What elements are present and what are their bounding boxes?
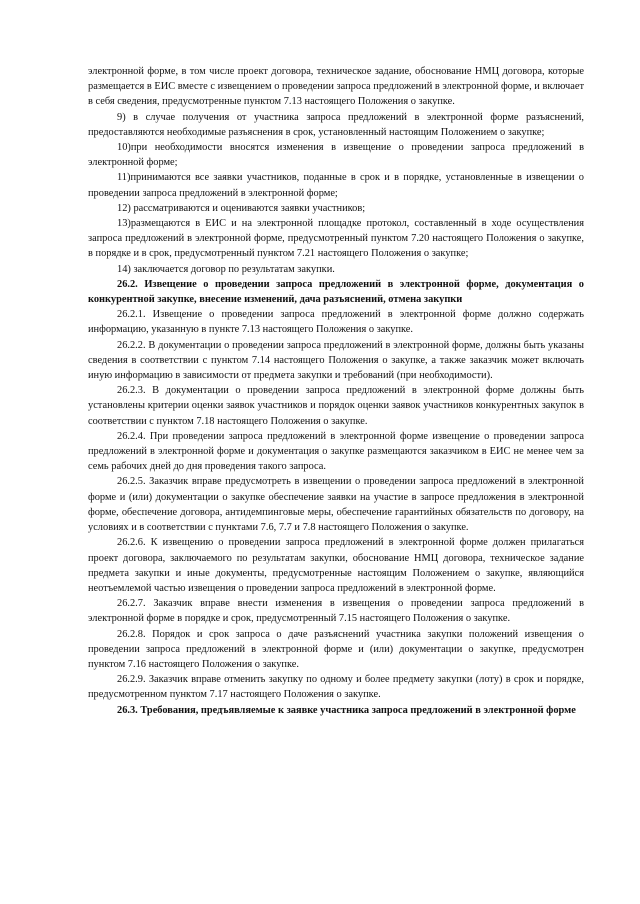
section-heading-26-2: 26.2. Извещение о проведении запроса предложений в электронной форме, документация о конкурентной закупке, внесение изменений, дача разъяснений, отмена закупки (88, 278, 584, 306)
section-heading-26-3: 26.3. Требования, предъявляемые к заявке участника запроса предложений в электронной форме (117, 704, 576, 716)
list-item-13: 13)размещаются в ЕИС и на электронной площадке протокол, составленный в ходе осуществления запроса предложений в электронной форме, предусмотренный пунктом 7.20 настоящего Положения о закупке, в порядке и в срок, предусмотренный пунктом 7.21 настоящего Положения о закупке; (88, 218, 584, 260)
clause-26-2-6: 26.2.6. К извещению о проведении запроса предложений в электронной форме должен прилагаться проект договора, заключаемого по результатам закупки, обоснование НМЦ договора, техническое задание предмета закупки и иные документы, предусмотренные настоящим Положением о закупке, являющийся неотъемлемой частью извещения о проведении запроса предложений в электронной форме. (88, 537, 584, 594)
list-item-11: 11)принимаются все заявки участников, поданные в срок и в порядке, установленные в извещении о проведении запроса предложений в электронной форме; (88, 172, 584, 199)
paragraph-continuation: электронной форме, в том числе проект договора, техническое задание, обоснование НМЦ договора, которые размещается в ЕИС вместе с извещением о проведении запроса предложений в электронной форме, и включает в себя сведения, предусмотренные пунктом 7.13 настоящего Положения о закупке. (88, 66, 584, 108)
clause-26-2-8: 26.2.8. Порядок и срок запроса о даче разъяснений участника закупки положений извещения о проведении запроса предложений в электронной форме и (или) документации о закупке, предусмотрен пунктом 7.16 настоящего Положения о закупке. (88, 628, 584, 670)
document-page (88, 64, 584, 718)
list-item-10: 10)при необходимости вносятся изменения в извещение о проведении запроса предложений в электронной форме; (88, 142, 584, 169)
clause-26-2-5: 26.2.5. Заказчик вправе предусмотреть в извещении о проведении запроса предложений в электронной форме и (или) документации о закупке обеспечение заявки на участие в запросе предложения в электронной форме, обеспечение договора, антидемпинговые меры, обеспечение гарантийных обязательств по договору, на условиях и в соответствии с пунктами 7.6, 7.7 и 7.8 настоящего Положения о закупке. (88, 476, 584, 534)
clause-26-2-3: 26.2.3. В документации о проведении запроса предложений в электронной форме должны быть установлены критерии оценки заявок участников и порядок оценки заявок участников конкурентных закупок в соответствии с пунктом 7.18 настоящего Положения о закупке. (88, 385, 584, 427)
clause-26-2-2: 26.2.2. В документации о проведении запроса предложений в электронной форме, должны быть указаны сведения в соответствии с пунктом 7.14 настоящего Положения о закупке, а также заказчик может включать иную информацию в зависимости от предмета закупки и требований (при необходимости). (88, 339, 584, 382)
clause-26-2-4: 26.2.4. При проведении запроса предложений в электронной форме извещение о проведении запроса предложений в электронной форме и документация о закупке размещаются заказчиком в ЕИС не менее чем за семь рабочих дней до дня проведения такого запроса. (88, 430, 584, 473)
clause-26-2-9: 26.2.9. Заказчик вправе отменить закупку по одному и более предмету закупки (лоту) в срок и порядке, предусмотренном пунктом 7.17 настоящего Положения о закупке. (88, 674, 584, 701)
clause-26-2-1: 26.2.1. Извещение о проведении запроса предложений в электронной форме должно содержать информацию, указанную в пункте 7.13 настоящего Положения о закупке. (88, 309, 584, 336)
list-item-12: 12) рассматриваются и оцениваются заявки участников; (117, 202, 366, 214)
list-item-14: 14) заключается договор по результатам закупки. (117, 263, 335, 275)
clause-26-2-7: 26.2.7. Заказчик вправе внести изменения в извещения о проведении запроса предложений в электронной форме в порядке и срок, предусмотренный 7.15 настоящего Положения о закупке. (88, 598, 584, 625)
list-item-9: 9) в случае получения от участника запроса предложений в электронной форме разъяснений, предоставляются необходимые разъяснения в срок, установленный настоящим Положением о закупке; (88, 111, 584, 138)
